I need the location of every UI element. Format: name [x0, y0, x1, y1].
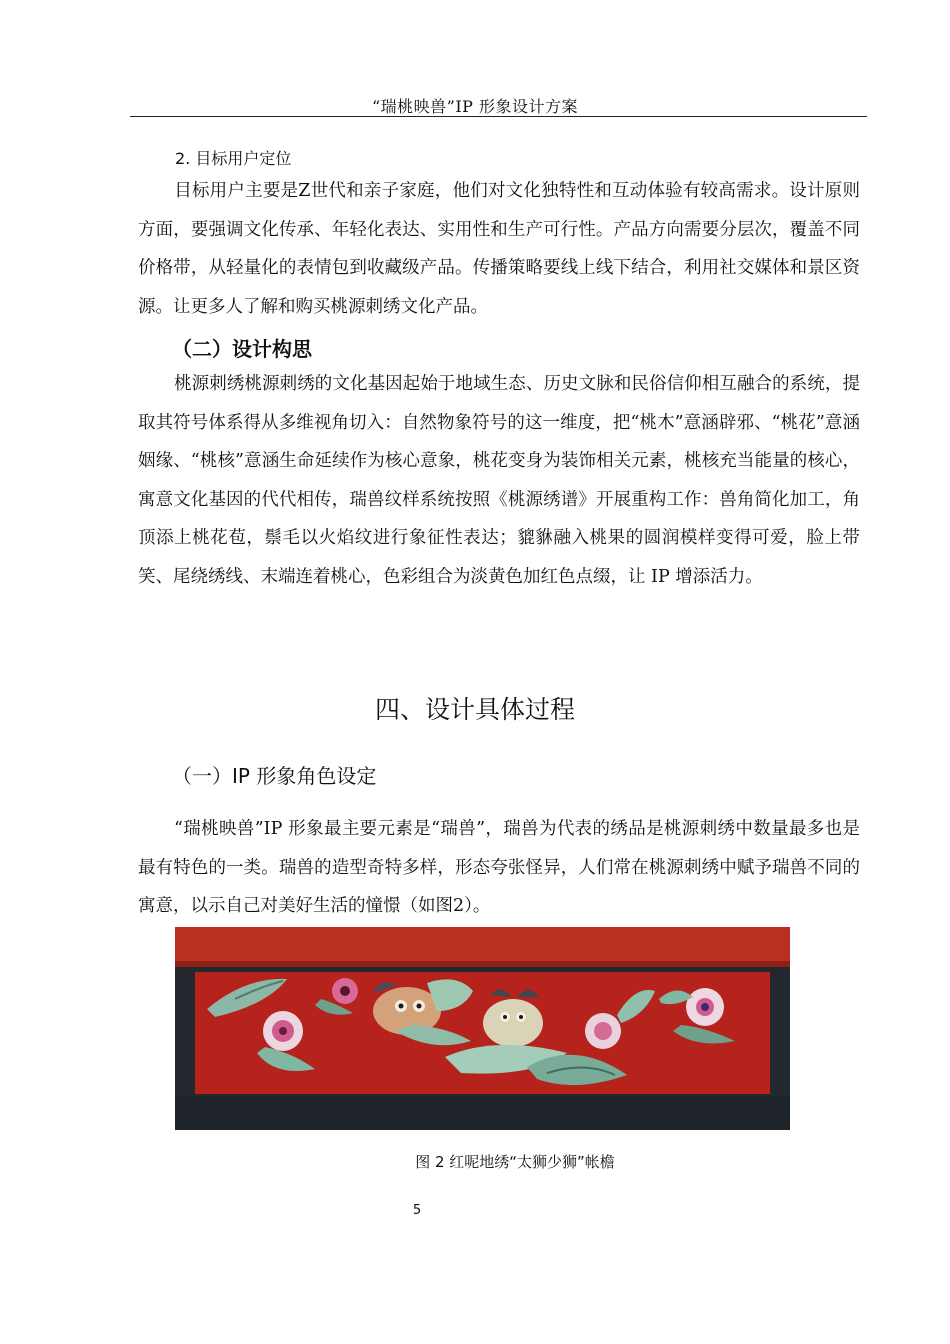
header-rule [130, 116, 867, 117]
page-number: 5 [412, 1203, 422, 1218]
paragraph-target-users-text: 目标用户主要是Z世代和亲子家庭，他们对文化独特性和互动体验有较高需求。设计原则方面，要强调文化传承、年轻化表达、实用性和生产可行性。产品方向需要分层次，覆盖不同价格带，从轻量化的表情包到收藏级产品。传播策略要线上线下结合，利用社交媒体和景区资源。让更多人了解和购买桃源刺绣文化产品。 [138, 181, 860, 317]
section-heading-target-users: 2. 目标用户定位 [175, 149, 292, 168]
valance-top-band-shade [175, 961, 790, 967]
section-heading-design-concept: （二）设计构思 [172, 337, 312, 361]
paragraph-role-setting-text: “瑞桃映兽”IP 形象最主要元素是“瑞兽”，瑞兽为代表的绣品是桃源刺绣中数量最多也是最有特色的一类。瑞兽的造型奇特多样，形态夸张怪异，人们常在桃源刺绣中赋予瑞兽不同的寓意，以示自己对美好生活的憧憬（如图2）。 [138, 819, 860, 917]
embroidery-valance-image [175, 927, 790, 1130]
paragraph-design-concept-text: 桃源刺绣桃源刺绣的文化基因起始于地域生态、历史文脉和民俗信仰相互融合的系统，提取其符号体系得从多维视角切入：自然物象符号的这一维度，把“桃木”意涵辟邪、“桃花”意涵姻缘、“桃核”意涵生命延续作为核心意象，桃花变身为装饰相关元素，桃核充当能量的核心，寓意文化基因的代代相传，瑞兽纹样系统按照《桃源绣谱》开展重构工作：兽角简化加工，角顶添上桃花苞，鬃毛以火焰纹进行象征性表达；貔貅融入桃果的圆润模样变得可爱，脸上带笑、尾绕绣线、末端连着桃心，色彩组合为淡黄色加红色点缀，让 IP 增添活力。 [138, 374, 860, 587]
paragraph-design-concept [138, 365, 860, 597]
section-heading-role-setting: （一）IP 形象角色设定 [172, 764, 377, 788]
chapter-title: 四、设计具体过程 [374, 695, 575, 724]
paragraph-role-setting [138, 810, 860, 926]
valance-bottom-edge [175, 1097, 790, 1130]
running-header: “瑞桃映兽”IP 形象设计方案 [371, 97, 579, 116]
paragraph-target-users [138, 172, 860, 326]
figure-caption: 图 2 红呢地绣“太狮少狮”帐檐 [415, 1153, 615, 1171]
